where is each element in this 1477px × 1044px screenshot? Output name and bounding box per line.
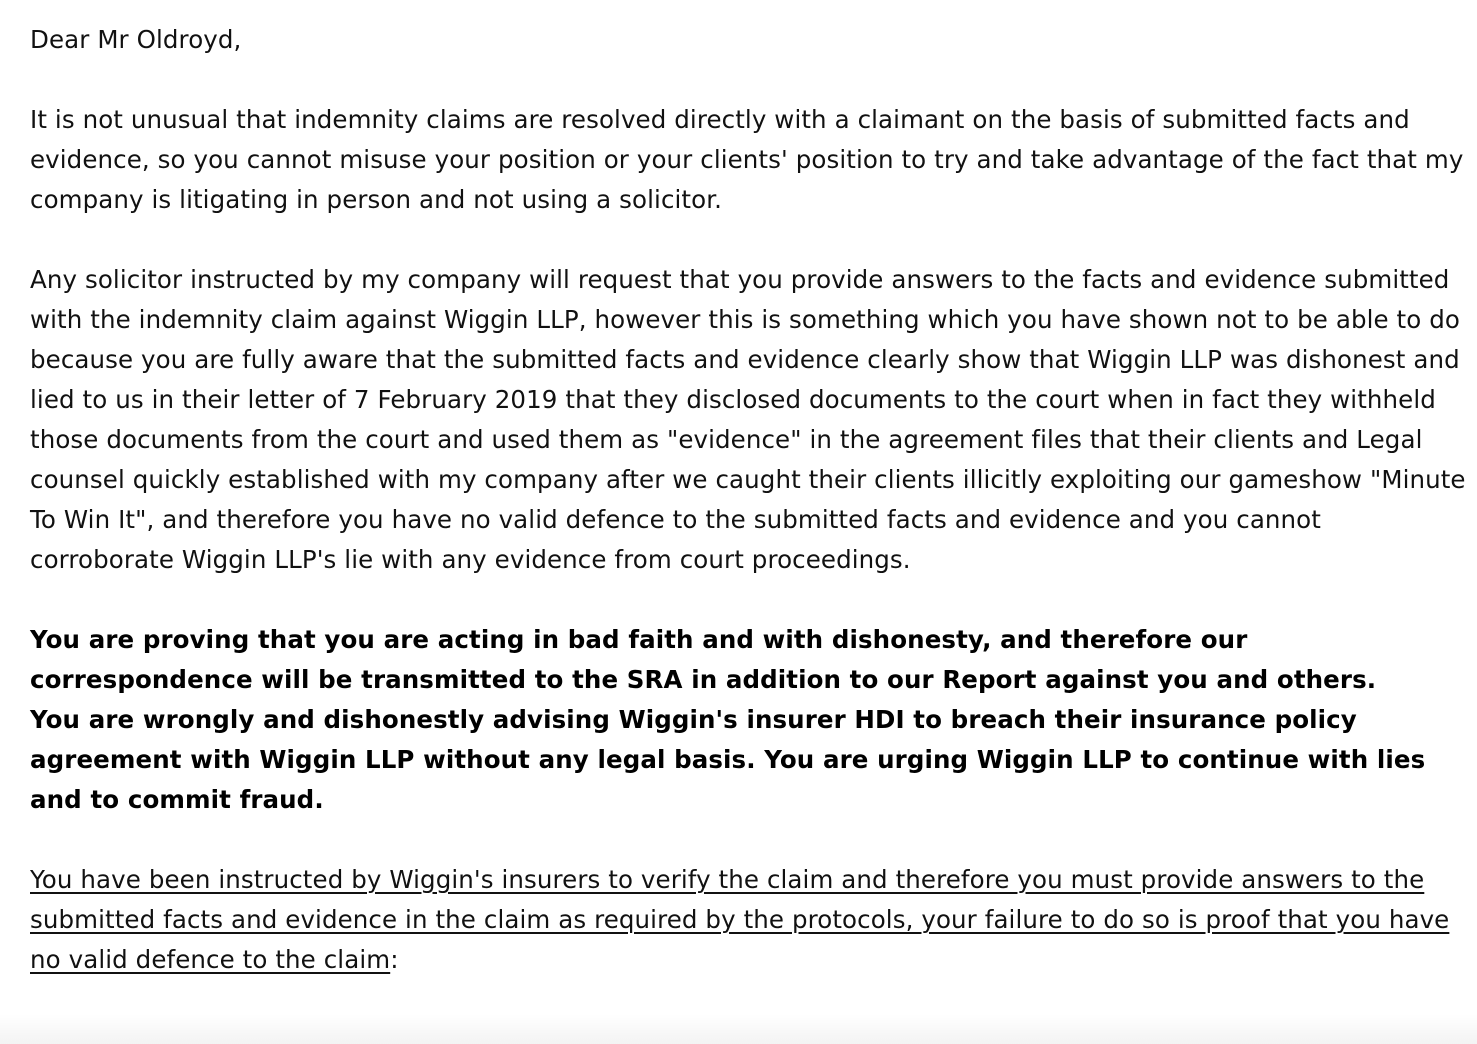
spacer	[30, 580, 1470, 620]
salutation: Dear Mr Oldroyd,	[30, 25, 242, 54]
bold-paragraph-bad-faith: You are proving that you are acting in bad faith and with dishonesty, and therefore our correspondence will be transmitted to the SRA in addition to our Report against you and others.	[30, 625, 1377, 694]
spacer	[30, 820, 1470, 860]
bold-paragraph-insurer-advice: You are wrongly and dishonestly advising Wiggin's insurer HDI to breach their insurance policy agreement with Wiggin LLP without any legal basis. You are urging Wiggin LLP to continue with lies and to commit fraud.	[30, 705, 1426, 814]
colon-suffix: :	[390, 945, 399, 974]
paragraph-indemnity-claims: It is not unusual that indemnity claims are resolved directly with a claimant on the basis of submitted facts and evidence, so you cannot misuse your position or your clients' position to try and take advantage of the fact that my company is litigating in person and not using a solicitor.	[30, 105, 1464, 214]
spacer	[30, 60, 1470, 100]
letter-body	[30, 20, 1470, 980]
underlined-claim-text: You have been instructed by Wiggin's insurers to verify the claim and therefore you must provide answers to the submitted facts and evidence in the claim as required by the protocols, your failure to do so is proof that you have no valid defence to the claim	[30, 865, 1450, 974]
spacer	[30, 220, 1470, 260]
bottom-fade	[0, 1014, 1477, 1044]
paragraph-verify-claim	[30, 860, 1470, 980]
paragraph-solicitor-request: Any solicitor instructed by my company will request that you provide answers to the facts and evidence submitted with the indemnity claim against Wiggin LLP, however this is something which you have shown not to be able to do because you are fully aware that the submitted facts and evidence clearly show that Wiggin LLP was dishonest and lied to us in their letter of 7 February 2019 that they disclosed documents to the court when in fact they withheld those documents from the court and used them as "evidence" in the agreement files that their clients and Legal counsel quickly established with my company after we caught their clients illicitly exploiting our gameshow "Minute To Win It", and therefore you have no valid defence to the submitted facts and evidence and you cannot corroborate Wiggin LLP's lie with any evidence from court proceedings.	[30, 265, 1466, 574]
